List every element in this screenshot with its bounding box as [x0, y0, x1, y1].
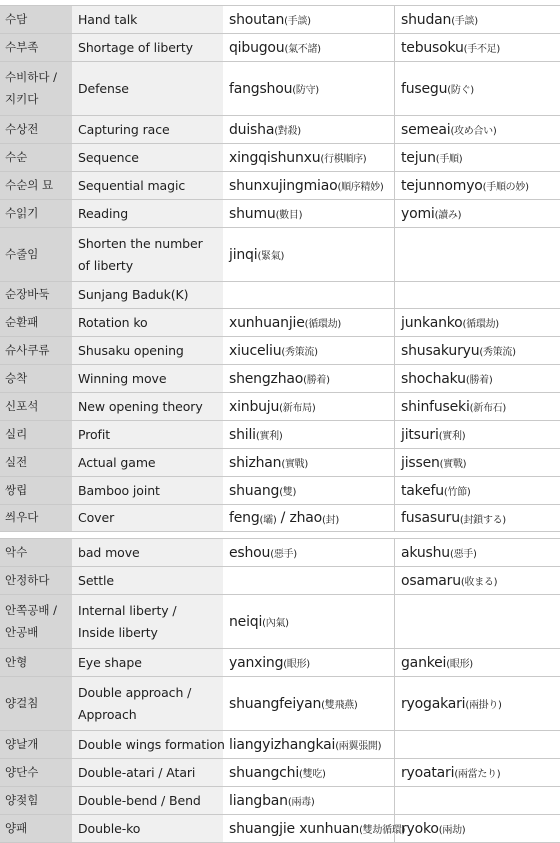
english-term: Cover — [72, 505, 223, 531]
chinese-hanzi: (氣不諸) — [284, 44, 321, 55]
table-row — [0, 731, 560, 759]
chinese-term — [223, 365, 395, 392]
japanese-term — [395, 759, 560, 786]
japanese-romanization: shudan — [401, 11, 452, 28]
japanese-romanization: shochaku — [401, 370, 466, 387]
japanese-term — [395, 309, 560, 336]
chinese-romanization: liangban — [229, 792, 288, 809]
english-term: Actual game — [72, 449, 223, 476]
table-row — [0, 505, 560, 532]
japanese-kanji: (讀み) — [434, 210, 462, 221]
chinese-hanzi: (雙吃) — [299, 769, 326, 780]
japanese-term — [395, 116, 560, 143]
japanese-romanization: takefu — [401, 482, 444, 499]
japanese-term — [395, 282, 560, 308]
english-term: Settle — [72, 567, 223, 594]
table-row — [0, 365, 560, 393]
chinese-term — [223, 815, 406, 842]
japanese-kanji: (封鎖する) — [459, 514, 506, 526]
chinese-term — [223, 6, 395, 33]
chinese-hanzi: (眼形) — [283, 659, 310, 670]
korean-term: 순장바둑 — [0, 282, 72, 308]
japanese-term — [395, 449, 560, 476]
table-row — [0, 567, 560, 595]
korean-term: 양단수 — [0, 759, 72, 786]
chinese-hanzi: (數目) — [275, 210, 303, 221]
japanese-kanji: (眼形) — [446, 659, 473, 670]
glossary-table-1 — [0, 5, 560, 532]
chinese-hanzi: (惡手) — [270, 549, 297, 560]
japanese-romanization: junkanko — [401, 314, 463, 331]
chinese-term — [223, 393, 395, 420]
table-row — [0, 477, 560, 505]
chinese-term — [223, 595, 395, 648]
chinese-romanization: shuangfeiyan — [229, 695, 322, 712]
japanese-term — [395, 477, 560, 504]
japanese-kanji: (兩掛り) — [465, 700, 502, 711]
korean-term: 수부족 — [0, 34, 72, 61]
japanese-kanji: (防ぐ) — [447, 85, 474, 96]
korean-term: 수읽기 — [0, 200, 72, 227]
chinese-hanzi: (雙劫循環) — [359, 825, 406, 836]
english-term: Capturing race — [72, 116, 223, 143]
japanese-kanji: (實利) — [438, 431, 466, 442]
chinese-romanization: shili — [229, 426, 256, 443]
chinese-romanization: jinqi — [229, 246, 258, 263]
japanese-term — [395, 677, 560, 730]
korean-term: 수상전 — [0, 116, 72, 143]
japanese-romanization: ryogakari — [401, 695, 466, 712]
chinese-hanzi: (防守) — [292, 85, 319, 96]
korean-term: 양걸침 — [0, 677, 72, 730]
japanese-romanization: fusegu — [401, 80, 448, 97]
chinese-hanzi: (雙) — [279, 487, 297, 498]
chinese-romanization: yanxing — [229, 654, 284, 671]
chinese-term — [223, 116, 395, 143]
chinese-term — [223, 172, 395, 199]
chinese-hanzi: (秀策流) — [281, 347, 318, 358]
chinese-hanzi: (內氣) — [262, 618, 289, 629]
chinese-term — [223, 200, 395, 227]
japanese-term — [395, 787, 560, 814]
table-row — [0, 62, 560, 116]
chinese-romanization: fangshou — [229, 80, 293, 97]
chinese-romanization: xiuceliu — [229, 342, 282, 359]
table-row — [0, 421, 560, 449]
chinese-hanzi: (實利) — [255, 431, 283, 442]
korean-term: 신포석 — [0, 393, 72, 420]
english-term: Defense — [72, 62, 223, 115]
table-row — [0, 677, 560, 731]
korean-term: 안쪽공배 / 안공배 — [0, 595, 72, 648]
table-row — [0, 787, 560, 815]
japanese-term — [395, 144, 560, 171]
chinese-term — [223, 309, 395, 336]
chinese-term — [223, 228, 395, 281]
japanese-term — [395, 337, 560, 364]
table-row — [0, 200, 560, 228]
table-row — [0, 309, 560, 337]
japanese-term — [395, 421, 560, 448]
english-term: Eye shape — [72, 649, 223, 676]
japanese-kanji: (循環劫) — [462, 319, 499, 330]
chinese-hanzi: (循環劫) — [304, 319, 341, 330]
english-term: Sunjang Baduk(K) — [72, 282, 223, 308]
chinese-romanization: qibugou — [229, 39, 285, 56]
japanese-kanji: (手不足) — [463, 44, 500, 55]
english-term: Bamboo joint — [72, 477, 223, 504]
table-row — [0, 5, 560, 34]
chinese-hanzi: (緊氣) — [257, 251, 285, 262]
chinese-hanzi: (壩) — [259, 514, 277, 526]
korean-term: 안정하다 — [0, 567, 72, 594]
chinese-term — [223, 731, 395, 758]
chinese-separator: / — [276, 510, 290, 526]
table-row — [0, 282, 560, 309]
japanese-romanization: jitsuri — [401, 426, 439, 443]
chinese-term — [223, 759, 395, 786]
japanese-term — [395, 567, 560, 594]
japanese-kanji: (惡手) — [449, 549, 477, 560]
korean-term: 양젖힘 — [0, 787, 72, 814]
english-term: Sequence — [72, 144, 223, 171]
korean-term: 순환패 — [0, 309, 72, 336]
chinese-term — [223, 787, 395, 814]
english-term: Rotation ko — [72, 309, 223, 336]
japanese-term — [395, 228, 560, 281]
english-term: Internal liberty / Inside liberty — [72, 595, 223, 648]
chinese-term — [223, 649, 395, 676]
chinese-term — [223, 539, 395, 566]
chinese-term — [223, 337, 395, 364]
japanese-term — [395, 649, 560, 676]
japanese-kanji: (兩當たり) — [454, 769, 501, 780]
japanese-kanji: (收まる) — [460, 577, 498, 588]
english-term: Shorten the number of liberty — [72, 228, 223, 281]
japanese-kanji: (兩劫) — [438, 825, 466, 836]
chinese-hanzi: (勝着) — [303, 375, 330, 386]
japanese-romanization: shusakuryu — [401, 342, 480, 359]
korean-term: 수비하다 / 지키다 — [0, 62, 72, 115]
chinese-romanization: shengzhao — [229, 370, 304, 387]
chinese-romanization: xingqishunxu — [229, 149, 321, 166]
table-row — [0, 144, 560, 172]
english-term: Shusaku opening — [72, 337, 223, 364]
japanese-term — [395, 539, 560, 566]
english-term: Sequential magic — [72, 172, 223, 199]
table-row — [0, 449, 560, 477]
korean-term: 수담 — [0, 6, 72, 33]
english-term: bad move — [72, 539, 223, 566]
table-row — [0, 538, 560, 567]
japanese-romanization: semeai — [401, 121, 451, 138]
japanese-kanji: (實戰) — [439, 459, 467, 470]
japanese-term — [395, 505, 560, 531]
chinese-hanzi: (封) — [322, 514, 339, 526]
japanese-romanization: fusasuru — [401, 510, 460, 526]
chinese-hanzi: (對殺) — [274, 126, 301, 137]
chinese-romanization: neiqi — [229, 613, 263, 630]
chinese-romanization: eshou — [229, 544, 271, 561]
japanese-kanji: (秀策流) — [479, 347, 516, 358]
table-row — [0, 228, 560, 282]
japanese-term — [395, 6, 560, 33]
english-term: Double-atari / Atari — [72, 759, 223, 786]
japanese-romanization: tejunnomyo — [401, 177, 483, 194]
chinese-term — [223, 567, 395, 594]
japanese-romanization: akushu — [401, 544, 450, 561]
chinese-romanization: shuangjie xunhuan — [229, 820, 360, 837]
english-term: Hand talk — [72, 6, 223, 33]
english-term: Reading — [72, 200, 223, 227]
chinese-hanzi: (兩毒) — [287, 797, 315, 808]
table-row — [0, 393, 560, 421]
japanese-kanji: (手談) — [451, 16, 478, 27]
korean-term: 수순 — [0, 144, 72, 171]
korean-term: 실전 — [0, 449, 72, 476]
chinese-romanization: duisha — [229, 121, 275, 138]
japanese-kanji: (勝着) — [465, 375, 493, 386]
english-term: Double-ko — [72, 815, 223, 842]
japanese-romanization: jissen — [401, 454, 440, 471]
korean-term: 쌍립 — [0, 477, 72, 504]
chinese-hanzi: (新布局) — [279, 403, 316, 414]
japanese-term — [395, 731, 560, 758]
chinese-hanzi: (雙飛燕) — [321, 700, 358, 711]
table-row — [0, 337, 560, 365]
english-term: Double wings formation — [72, 731, 223, 758]
korean-term: 양날개 — [0, 731, 72, 758]
japanese-romanization: ryoatari — [401, 764, 455, 781]
chinese-romanization: liangyizhangkai — [229, 736, 336, 753]
japanese-kanji: (攻め合い) — [450, 126, 497, 137]
korean-term: 수순의 묘 — [0, 172, 72, 199]
japanese-term — [395, 815, 560, 842]
chinese-romanization: shumu — [229, 205, 276, 222]
japanese-term — [395, 62, 560, 115]
japanese-term — [395, 172, 560, 199]
chinese-romanization: shuangchi — [229, 764, 300, 781]
japanese-romanization: gankei — [401, 654, 447, 671]
japanese-term — [395, 595, 560, 648]
japanese-romanization: tebusoku — [401, 39, 464, 56]
english-term: Profit — [72, 421, 223, 448]
table-row — [0, 172, 560, 200]
chinese-romanization: xinbuju — [229, 398, 280, 415]
japanese-kanji: (手順の妙) — [482, 182, 529, 193]
chinese-term — [223, 677, 395, 730]
table-row — [0, 815, 560, 843]
english-term: Shortage of liberty — [72, 34, 223, 61]
table-row — [0, 649, 560, 677]
chinese-term — [223, 34, 395, 61]
korean-term: 안형 — [0, 649, 72, 676]
chinese-term — [223, 421, 395, 448]
chinese-term — [223, 505, 395, 531]
chinese-romanization: shoutan — [229, 11, 285, 28]
english-term: Double-bend / Bend — [72, 787, 223, 814]
table-row — [0, 759, 560, 787]
english-term: Winning move — [72, 365, 223, 392]
japanese-romanization: ryoko — [401, 820, 439, 837]
chinese-romanization: zhao — [289, 510, 323, 526]
korean-term: 양패 — [0, 815, 72, 842]
chinese-term — [223, 282, 395, 308]
chinese-hanzi: (兩翼張開) — [335, 741, 382, 752]
korean-term: 승착 — [0, 365, 72, 392]
chinese-term — [223, 144, 395, 171]
chinese-hanzi: (順序精妙) — [337, 182, 384, 193]
korean-term: 실리 — [0, 421, 72, 448]
chinese-hanzi: (手談) — [284, 16, 311, 27]
table-row — [0, 116, 560, 144]
chinese-term — [223, 449, 395, 476]
korean-term: 수줄임 — [0, 228, 72, 281]
glossary-table-2 — [0, 538, 560, 843]
japanese-kanji: (手順) — [435, 154, 463, 165]
chinese-term — [223, 62, 395, 115]
japanese-romanization: shinfuseki — [401, 398, 470, 415]
korean-term: 슈사쿠류 — [0, 337, 72, 364]
chinese-romanization: feng — [229, 510, 260, 526]
japanese-kanji: (竹節) — [443, 487, 471, 498]
chinese-hanzi: (實戰) — [281, 459, 308, 470]
chinese-hanzi: (行棋順序) — [320, 154, 367, 165]
table-row — [0, 595, 560, 649]
japanese-term — [395, 200, 560, 227]
chinese-term — [223, 477, 395, 504]
japanese-term — [395, 365, 560, 392]
chinese-romanization: shuang — [229, 482, 280, 499]
chinese-romanization: xunhuanjie — [229, 314, 305, 331]
korean-term: 악수 — [0, 539, 72, 566]
table-row — [0, 34, 560, 62]
chinese-romanization: shizhan — [229, 454, 282, 471]
korean-term: 씌우다 — [0, 505, 72, 531]
japanese-romanization: yomi — [401, 205, 435, 222]
japanese-kanji: (新布石) — [469, 403, 506, 414]
japanese-term — [395, 393, 560, 420]
japanese-term — [395, 34, 560, 61]
japanese-romanization: tejun — [401, 149, 436, 166]
english-term: Double approach / Approach — [72, 677, 223, 730]
japanese-romanization: osamaru — [401, 572, 461, 589]
english-term: New opening theory — [72, 393, 223, 420]
chinese-romanization: shunxujingmiao — [229, 177, 338, 194]
